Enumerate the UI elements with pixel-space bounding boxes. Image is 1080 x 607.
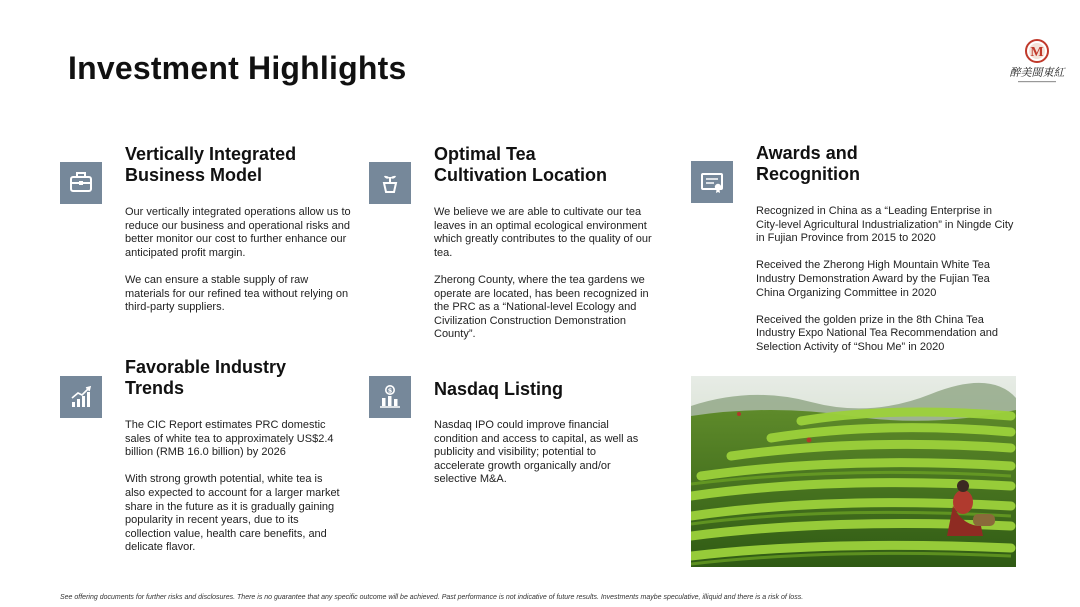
plant-pot-icon (369, 162, 411, 204)
highlight-paragraph: Received the Zherong High Mountain White Tea Industry Demonstration Award by the Fujian Tea China Organizing Committee in 2020 (756, 259, 990, 299)
highlight-body (434, 206, 652, 342)
logo-initial: M (1030, 45, 1044, 60)
growth-chart-icon (60, 376, 102, 418)
highlight-body (125, 419, 340, 555)
certificate-icon (691, 161, 733, 203)
company-logo (1004, 36, 1070, 88)
svg-text:$: $ (387, 386, 393, 395)
highlight-body (125, 206, 355, 315)
logo-text: 醉美閩東紅 (1009, 66, 1065, 79)
highlight-body (434, 419, 649, 487)
highlight-heading: Favorable Industry Trends (125, 357, 287, 398)
highlight-body (756, 205, 1014, 355)
highlight-paragraph: We believe we are able to cultivate our tea leaves in an optimal ecological environment which greatly contributes to the quality of our tea. (434, 206, 652, 259)
highlight-paragraph: Our vertically integrated operations allow us to reduce our business and operational risks and better monitor our cost to further enhance our anticipated profit margin. (125, 206, 351, 259)
highlight-paragraph: Received the golden prize in the 8th China Tea Industry Expo National Tea Recommendation and Selection Activity of “Shou Me” in 2020 (756, 313, 998, 353)
highlight-paragraph: We can ensure a stable supply of raw materials for our refined tea without relying on third-party suppliers. (125, 273, 349, 314)
highlight-heading: Vertically Integrated Business Model (125, 144, 297, 185)
logo-emblem-icon (1004, 36, 1070, 88)
highlight-heading: Optimal Tea Cultivation Location (434, 144, 607, 185)
highlight-paragraph: Recognized in China as a “Leading Enterprise in City-level Agricultural Industrialization” in Ningde City in Fujian Province from 2015 to 2020 (756, 205, 1014, 245)
page-title: Investment Highlights (68, 50, 407, 86)
highlight-paragraph: Zherong County, where the tea gardens we operate are located, has been recognized in the PRC as a “National-level Ecology and Civilization Construction Demonstration County”. (434, 273, 649, 341)
briefcase-icon (60, 162, 102, 204)
footer-disclaimer: See offering documents for further risks and disclosures. There is no guarantee that any specific outcome will be achieved. Past performance is not indicative of future results. Investments maybe speculative, illiquid and there is a risk of loss. (60, 594, 804, 601)
money-bar-chart-icon (369, 376, 411, 418)
highlight-paragraph: Nasdaq IPO could improve financial condition and access to capital, as well as publicity and visibility; potential to accelerate growth organically and/or selective M&A. (434, 419, 639, 486)
highlight-heading: Nasdaq Listing (434, 379, 564, 399)
highlight-paragraph: The CIC Report estimates PRC domestic sales of white tea to approximately US$2.4 billion (RMB 16.0 billion) by 2026 (125, 419, 334, 459)
highlight-heading: Awards and Recognition (756, 143, 860, 184)
tea-plantation-photo (691, 376, 1016, 567)
highlight-paragraph: With strong growth potential, white tea is also expected to account for a larger market share in the future as it is gradually gaining popularity in recent years, due to its collection value, health care benefits, and delicate flavor. (125, 473, 340, 554)
